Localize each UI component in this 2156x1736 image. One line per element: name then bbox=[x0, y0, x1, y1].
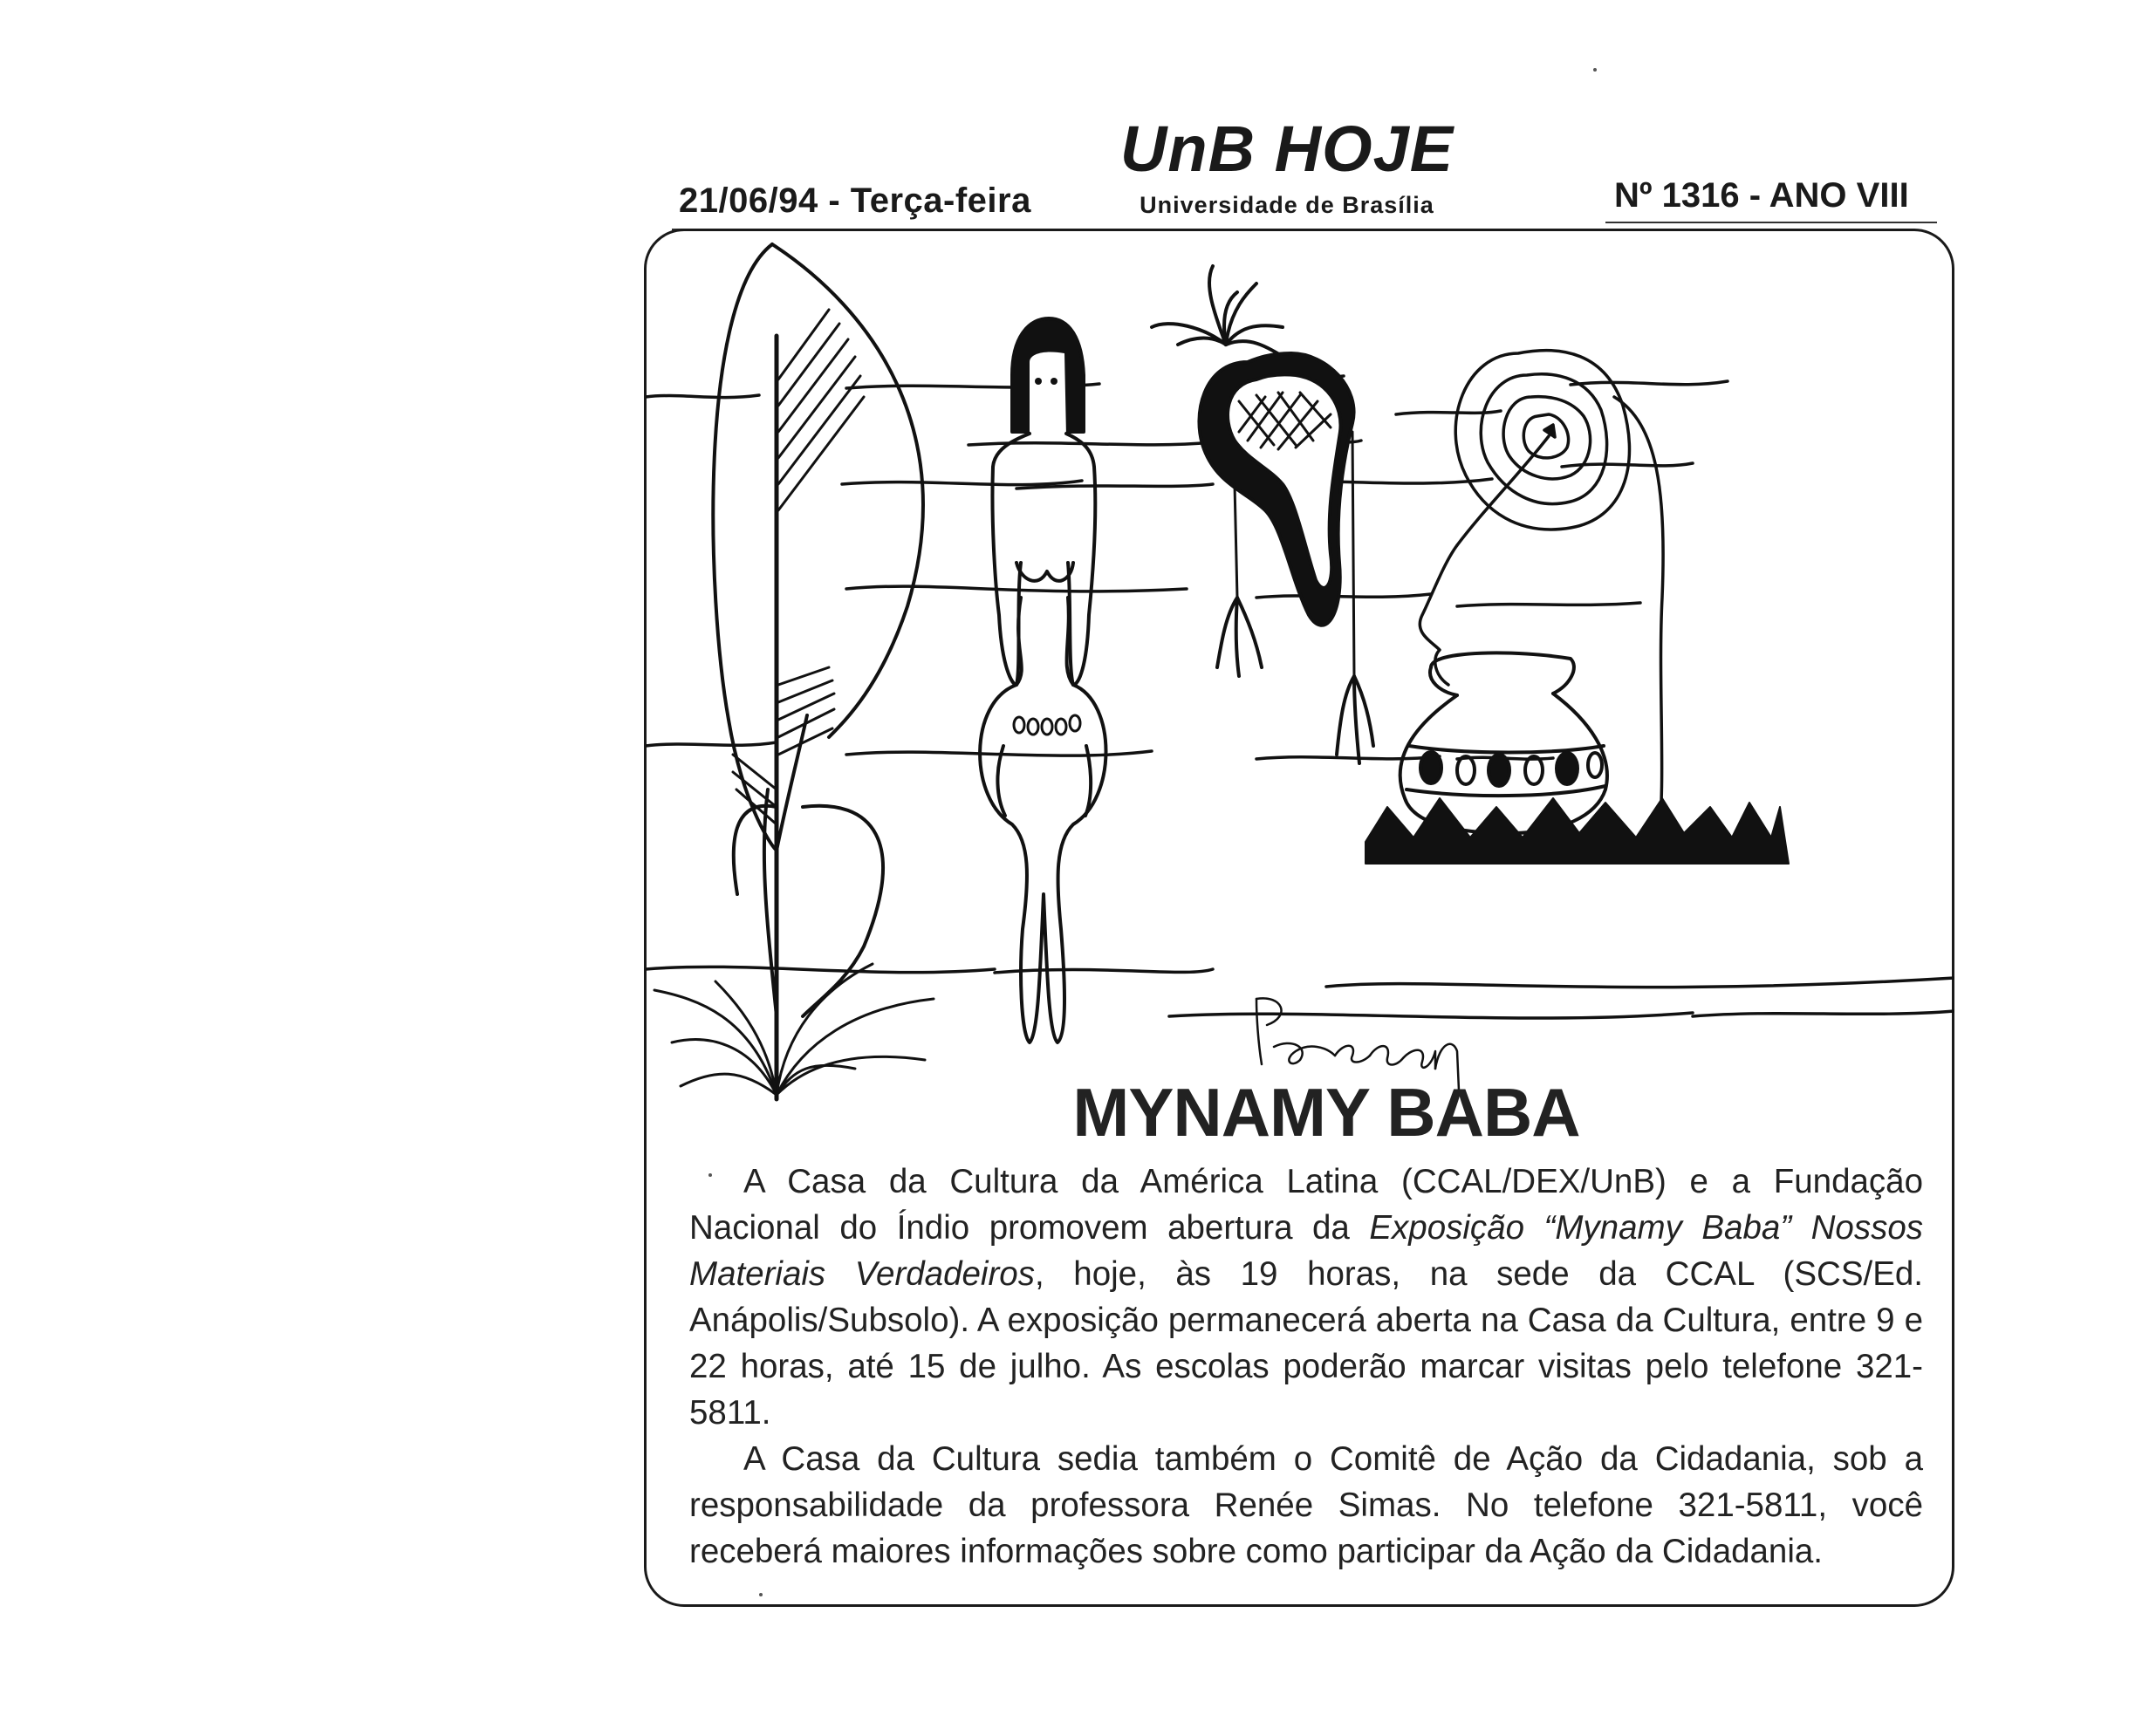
article-paragraph-2: A Casa da Cultura sedia também o Comitê de Ação da Cidadania, sob a responsabilidade da professora Renée Simas. No telefone 321-5811, você receberá maiores informações sobre como participar da Ação da Cidadania. bbox=[689, 1440, 1923, 1570]
indigenous-artwork-illustration bbox=[646, 231, 1954, 1156]
article-body bbox=[689, 1158, 1923, 1575]
issue-number: Nº 1316 - ANO VIII bbox=[1614, 176, 1909, 215]
grass-tuft bbox=[654, 964, 934, 1095]
paragraph-1-text-end: , hoje, às 19 horas, na sede da CCAL (SCS/Ed. Anápolis/Subsolo). A exposição permanecerá aberta na Casa da Cultura, entre 9 e 22 horas, até 15 de julho. As escolas poderão marcar visitas pelo telefone 321-5811. bbox=[689, 1255, 1924, 1432]
scan-speck bbox=[708, 1173, 712, 1177]
maraca-rattle-drawing bbox=[1152, 266, 1373, 763]
issue-underline bbox=[1605, 222, 1937, 223]
female-figure-drawing bbox=[980, 318, 1105, 1042]
issue-date: 21/06/94 - Terça-feira bbox=[679, 181, 1031, 220]
scan-speck bbox=[1593, 68, 1597, 72]
exhibition-title: Exposição “Mynamy Baba” Nossos Materiais Verdadeiros bbox=[689, 1209, 1923, 1293]
zigzag-mountain-band bbox=[1365, 798, 1789, 864]
article-headline: MYNAMY BABA bbox=[1072, 1074, 1580, 1151]
publication-title: UnB HOJE bbox=[1119, 113, 1454, 185]
university-name: Universidade de Brasília bbox=[1140, 192, 1434, 218]
article-paragraph-1 bbox=[689, 1158, 1923, 1436]
clay-pot-drawing bbox=[1400, 653, 1607, 833]
scan-speck bbox=[759, 1593, 763, 1596]
paragraph-1-text-start: A Casa da Cultura da América Latina (CCAL/DEX/UnB) e a Fundação Nacional do Índio promovem abertura da bbox=[689, 1163, 1923, 1247]
